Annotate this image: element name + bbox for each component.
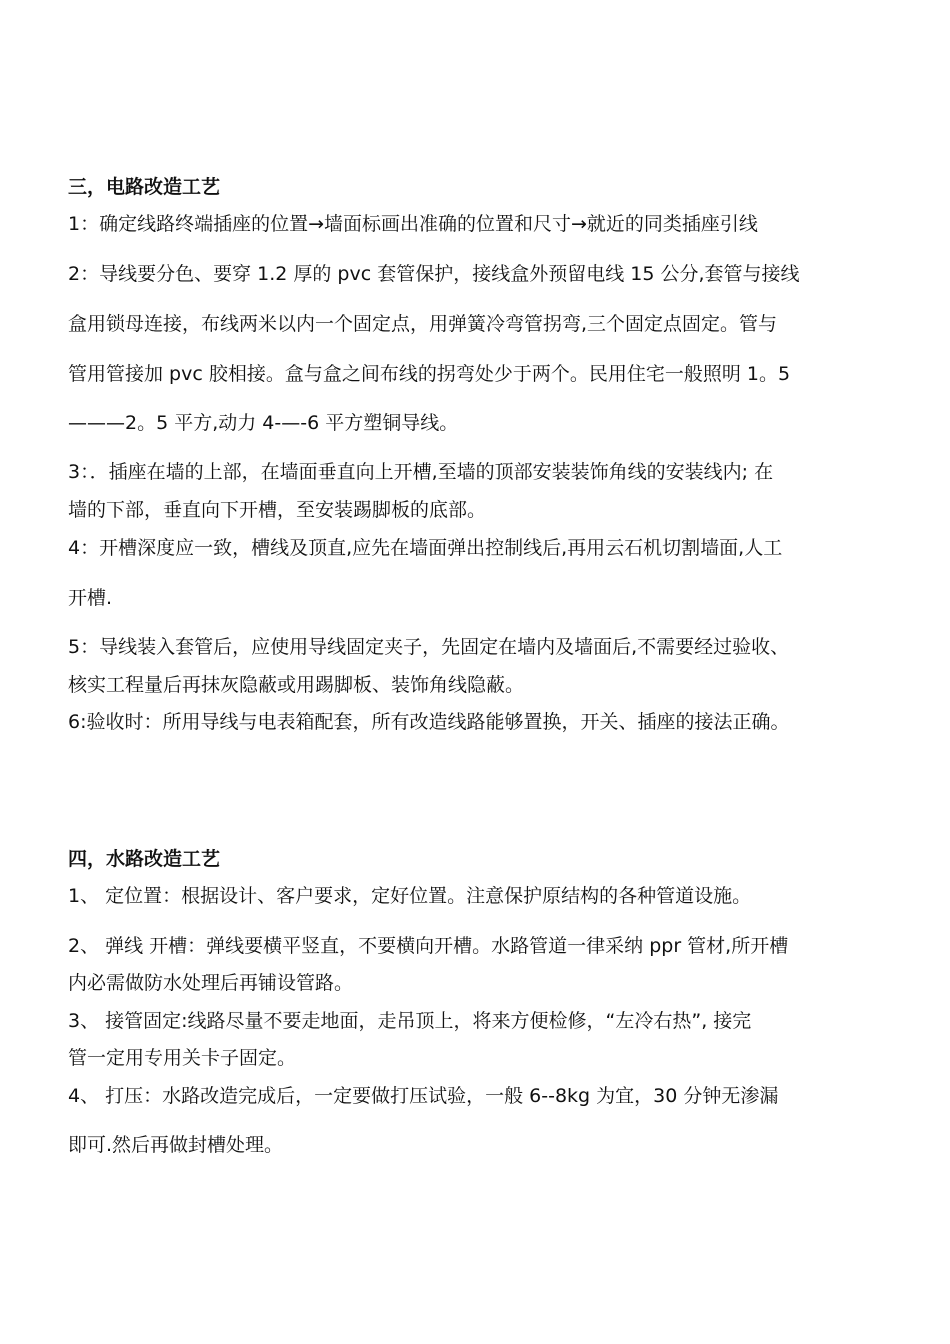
paragraph-line: 核实工程量后再抹灰隐蔽或用踢脚板、装饰角线隐蔽。 (68, 674, 525, 696)
paragraph-line: 3：．插座在墙的上部，在墙面垂直向上开槽,至墙的顶部安装装饰角线的安装线内; 在 (68, 461, 774, 483)
paragraph-line: 3、 接管固定:线路尽量不要走地面，走吊顶上，将来方便检修，“左冷右热”, 接完 (68, 1010, 752, 1032)
paragraph-line: 6:验收时：所用导线与电表箱配套，所有改造线路能够置换，开关、插座的接法正确。 (68, 711, 790, 733)
paragraph-line: 墙的下部，垂直向下开槽，至安装踢脚板的底部。 (68, 499, 487, 521)
paragraph-line: 2、 弹线 开槽：弹线要横平竖直，不要横向开槽。水路管道一律采纳 ppr 管材,所开槽 (68, 935, 789, 957)
paragraph-line: 管一定用专用关卡子固定。 (68, 1047, 297, 1069)
section-heading-electric: 三，电路改造工艺 (68, 176, 221, 198)
paragraph-line: 内必需做防水处理后再铺设管路。 (68, 972, 354, 994)
paragraph-line: 管用管接加 pvc 胶相接。盒与盒之间布线的拐弯处少于两个。民用住宅一般照明 1。5 (68, 363, 791, 385)
paragraph-line: ———2。5 平方,动力 4-—-6 平方塑铜导线。 (68, 412, 459, 434)
paragraph-line: 4：开槽深度应一致，槽线及顶直,应先在墙面弹出控制线后,再用云石机切割墙面,人工 (68, 537, 783, 559)
paragraph-line: 2：导线要分色、要穿 1.2 厚的 pvc 套管保护，接线盒外预留电线 15 公分,套管与接线 (68, 263, 800, 285)
section-heading-water: 四，水路改造工艺 (68, 848, 221, 870)
paragraph-line: 开槽. (68, 587, 113, 609)
paragraph-line: 1、 定位置：根据设计、客户要求，定好位置。注意保护原结构的各种管道设施。 (68, 885, 752, 907)
paragraph-line: 1：确定线路终端插座的位置→墙面标画出准确的位置和尺寸→就近的同类插座引线 (68, 213, 758, 235)
paragraph-line: 即可.然后再做封槽处理。 (68, 1134, 284, 1156)
paragraph-line: 盒用锁母连接，布线两米以内一个固定点，用弹簧冷弯管拐弯,三个固定点固定。管与 (68, 313, 778, 335)
paragraph-line: 5：导线装入套管后，应使用导线固定夹子，先固定在墙内及墙面后,不需要经过验收、 (68, 636, 790, 658)
paragraph-line: 4、 打压：水路改造完成后，一定要做打压试验，一般 6--8kg 为宜，30 分钟无渗漏 (68, 1085, 779, 1107)
